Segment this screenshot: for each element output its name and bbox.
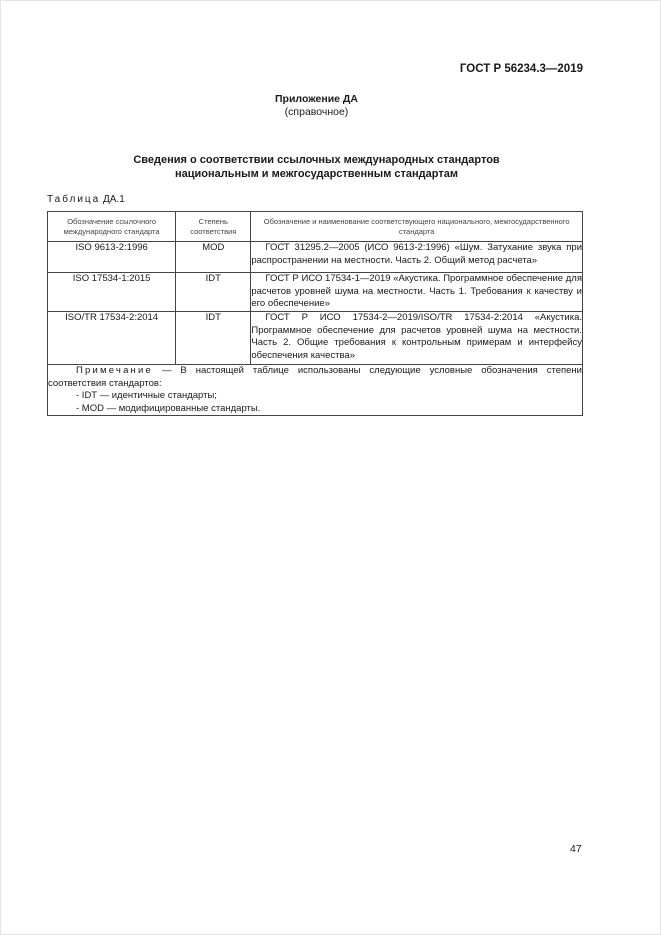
appendix-subtitle: (справочное) (284, 106, 349, 118)
national-standard-cell (251, 273, 583, 312)
table-row (48, 242, 583, 273)
table-header-row (48, 212, 583, 242)
intl-standard-cell: ISO/TR 17534-2:2014 (48, 312, 176, 365)
degree-cell: MOD (176, 242, 251, 273)
section-title (0, 153, 633, 181)
section-title-line-2: национальным и межгосударственным стандартам (175, 168, 458, 180)
table-row (48, 273, 583, 312)
table-note (48, 365, 583, 416)
table-caption (47, 194, 125, 205)
table-row (48, 312, 583, 365)
degree-cell: IDT (176, 312, 251, 365)
header-degree: Степень соответствия (176, 212, 251, 242)
note-lead (48, 365, 582, 390)
note-label: Примечание (76, 365, 153, 376)
degree-cell: IDT (176, 273, 251, 312)
intl-standard-cell: ISO 17534-1:2015 (48, 273, 176, 312)
intl-standard-cell: ISO 9613-2:1996 (48, 242, 176, 273)
page-number: 47 (570, 843, 582, 855)
header-intl-standard: Обозначение ссылочного международного стандарта (48, 212, 176, 242)
national-standard-text: ГОСТ Р ИСО 17534-1—2019 «Акустика. Программное обеспечение для расчетов уровней шума на местности. Часть 1. Требования к качеству и его обеспечение» (251, 273, 582, 309)
national-standard-cell (251, 312, 583, 365)
section-title-line-1: Сведения о соответствии ссылочных международных стандартов (133, 154, 500, 166)
national-standard-cell (251, 242, 583, 273)
table-note-row (48, 365, 583, 416)
header-national-standard: Обозначение и наименование соответствующего национального, межгосударственного стандарта (251, 212, 583, 242)
national-standard-text: ГОСТ Р ИСО 17534-2—2019/ISO/TR 17534-2:2014 «Акустика. Программное обеспечение для расчетов уровней шума на местности. Часть 2. Общие требования к контрольным примерам и интерфейсу обеспечения качества» (251, 312, 582, 361)
appendix-title: Приложение ДА (275, 93, 358, 105)
table-caption-word: Таблица (47, 194, 101, 205)
standards-table (47, 211, 583, 416)
document-code: ГОСТ Р 56234.3—2019 (459, 63, 583, 75)
note-text: — В настоящей таблице использованы следующие условные обозначения степени соответствия стандартов: (48, 365, 582, 389)
appendix-heading (0, 93, 633, 119)
note-item-mod: - MOD — модифицированные стандарты. (76, 402, 261, 414)
note-item-idt: - IDT — идентичные стандарты; (76, 390, 217, 401)
national-standard-text: ГОСТ 31295.2—2005 (ИСО 9613-2:1996) «Шум. Затухание звука при распространении на местности. Часть 2. Общий метод расчета» (251, 242, 582, 266)
table-caption-id: ДА.1 (103, 194, 125, 205)
